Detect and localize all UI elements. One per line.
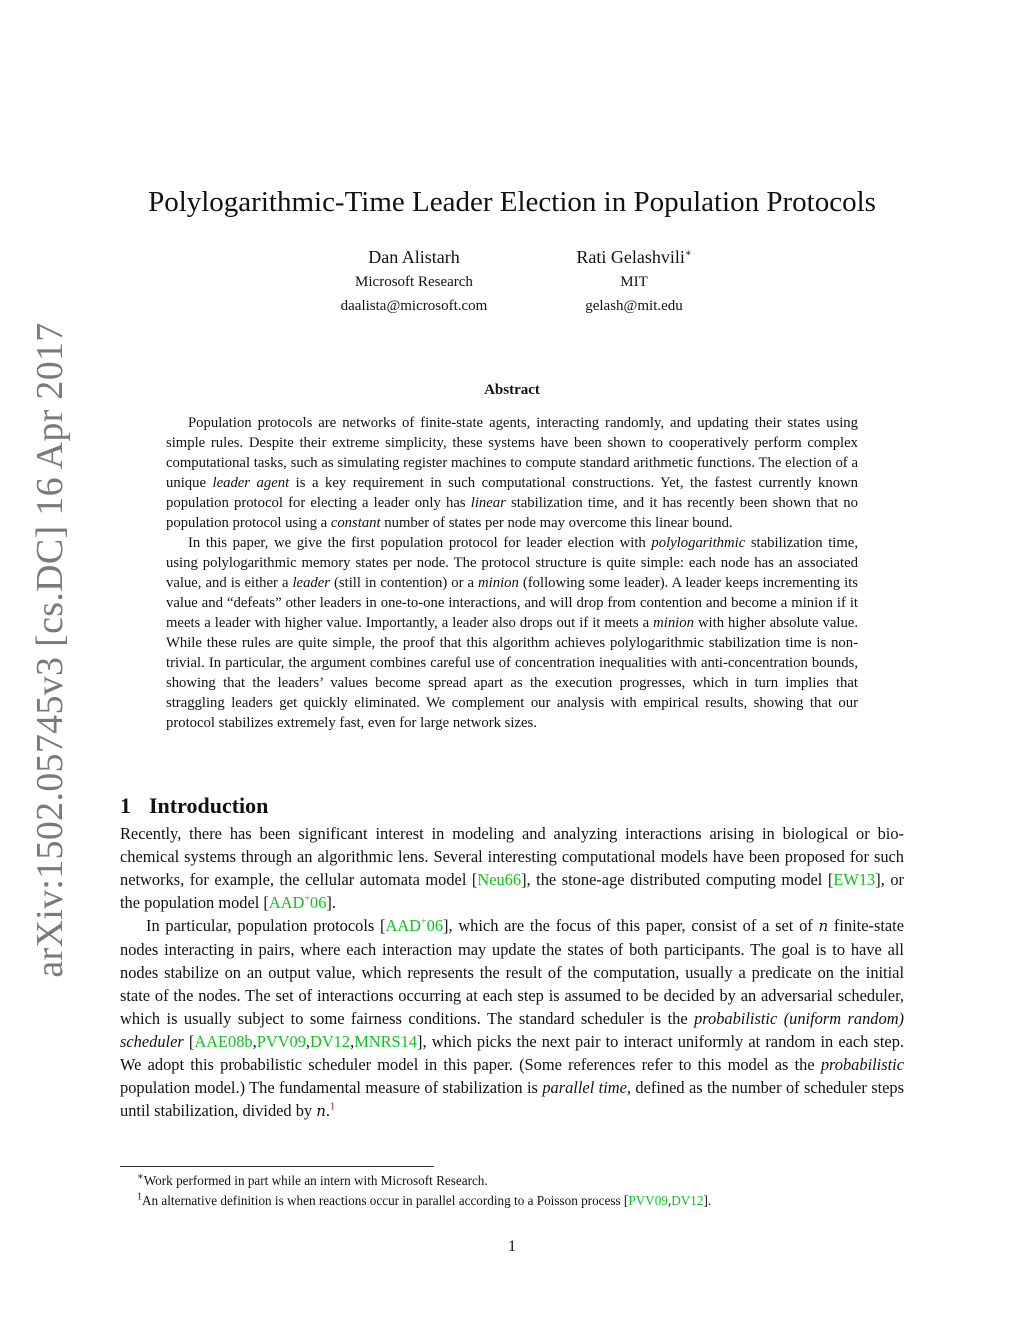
author-affiliation: Microsoft Research (355, 274, 473, 290)
citation-link[interactable]: PVV09 (628, 1193, 668, 1208)
abstract-heading: Abstract (484, 382, 540, 398)
citation-link[interactable]: PVV09 (256, 1032, 306, 1051)
footnote-mark: 1 (137, 1191, 142, 1203)
author-name: Rati Gelashvili∗ (576, 247, 692, 267)
abstract-paragraph: Population protocols are networks of finite-state agents, interacting randomly, and updating their states using simple rules. Despite their extreme simplicity, these systems have been shown to cooperatively perform complex computational tasks, such as simulating register machines to compute standard arithmetic functions. The election of a unique leader agent is a key requirement in such computational constructions. Yet, the fastest currently known population protocol for electing a leader only has linear stabilization time, and it has recently been shown that no population protocol using a constant number of states per node may overcome this linear bound. (166, 415, 858, 531)
author-name: Dan Alistarh (368, 247, 460, 267)
arxiv-identifier-stamp: arXiv:1502.05745v3 [cs.DC] 16 Apr 2017 (29, 322, 71, 978)
footnote-reference-link[interactable]: 1 (330, 1101, 335, 1113)
citation-link[interactable]: DV12 (671, 1193, 704, 1208)
citation-link[interactable]: AAD+06 (268, 893, 327, 912)
introduction-body (120, 822, 904, 1123)
math-variable: n (316, 1102, 326, 1120)
author-affiliation: MIT (620, 274, 648, 290)
citation-link[interactable]: AAD+06 (385, 916, 444, 935)
body-paragraph: Recently, there has been significant interest in modeling and analyzing interactions arising in biological or bio-chemical systems through an algorithmic lens. Several interesting computational models have been proposed for such networks, for example, the cellular automata model [Neu66], the stone-age distributed computing model [EW13], or the population model [AAD+06]. (120, 824, 904, 912)
page-number: 1 (508, 1238, 516, 1255)
citation-link[interactable]: DV12 (310, 1032, 351, 1051)
section-heading-introduction: 1 Introduction (120, 793, 269, 818)
body-paragraph: In particular, population protocols [AAD+06], which are the focus of this paper, consist of a set of n finite-state nodes interacting in pairs, where each interaction may update the states of both participants. The goal is to have all nodes stabilize on an output value, which represents the result of the computation, usually a predicate on the initial state of the nodes. The set of interactions occurring at each step is assumed to be decided by an adversarial scheduler, which is usually subject to some fairness conditions. The standard scheduler is the probabilistic (uniform random) scheduler [AAE08b,PVV09,DV12,MNRS14], which picks the next pair to interact uniformly at random in each step. We adopt this probabilistic scheduler model in this paper. (Some references refer to this model as the probabilistic population model.) The fundamental measure of stabilization is parallel time, defined as the number of scheduler steps until stabilization, divided by n.$^1$ (120, 916, 905, 1120)
citation-link[interactable]: EW13 (833, 870, 876, 889)
citation-link[interactable]: MNRS14 (354, 1032, 418, 1051)
citation-link[interactable]: AAE08b (194, 1032, 253, 1051)
footnote-mark: ∗ (137, 1171, 144, 1183)
author-block (504, 246, 764, 316)
footnote: ∗Work performed in part while an intern with Microsoft Research. (137, 1171, 488, 1188)
author-footnote-mark: ∗ (684, 248, 692, 259)
author-email: gelash@mit.edu (585, 298, 683, 314)
abstract-body (166, 413, 858, 733)
paper-title: Polylogarithmic-Time Leader Election in Population Protocols (148, 186, 876, 218)
citation-link[interactable]: Neu66 (477, 870, 522, 889)
footnote-divider (120, 1166, 434, 1167)
author-email: daalista@microsoft.com (340, 298, 488, 314)
footnote: $^1$An alternative definition is when reactions occur in parallel according to a Poisson process [PVV09,DV12]. (137, 1191, 712, 1208)
math-variable: n (818, 917, 829, 935)
footnotes (120, 1171, 904, 1211)
abstract-paragraph: In this paper, we give the first population protocol for leader election with polylogarithmic stabilization time, using polylogarithmic memory states per node. The protocol structure is quite simple: each node has an associated value, and is either a leader (still in contention) or a minion (following some leader). A leader keeps incrementing its value and “defeats” other leaders in one-to-one interactions, and will drop from contention and become a minion if it meets a leader with higher value. Importantly, a leader also drops out if it meets a minion with higher absolute value. While these rules are quite simple, the proof that this algorithm achieves polylogarithmic stabilization time is non-trivial. In particular, the argument combines careful use of concentration inequalities with anti-concentration bounds, showing that the leaders’ values become spread apart as the execution progresses, which in turn implies that straggling leaders get quickly eliminated. We complement our analysis with empirical results, showing that our protocol stabilizes extremely fast, even for large network sizes. (166, 535, 859, 731)
